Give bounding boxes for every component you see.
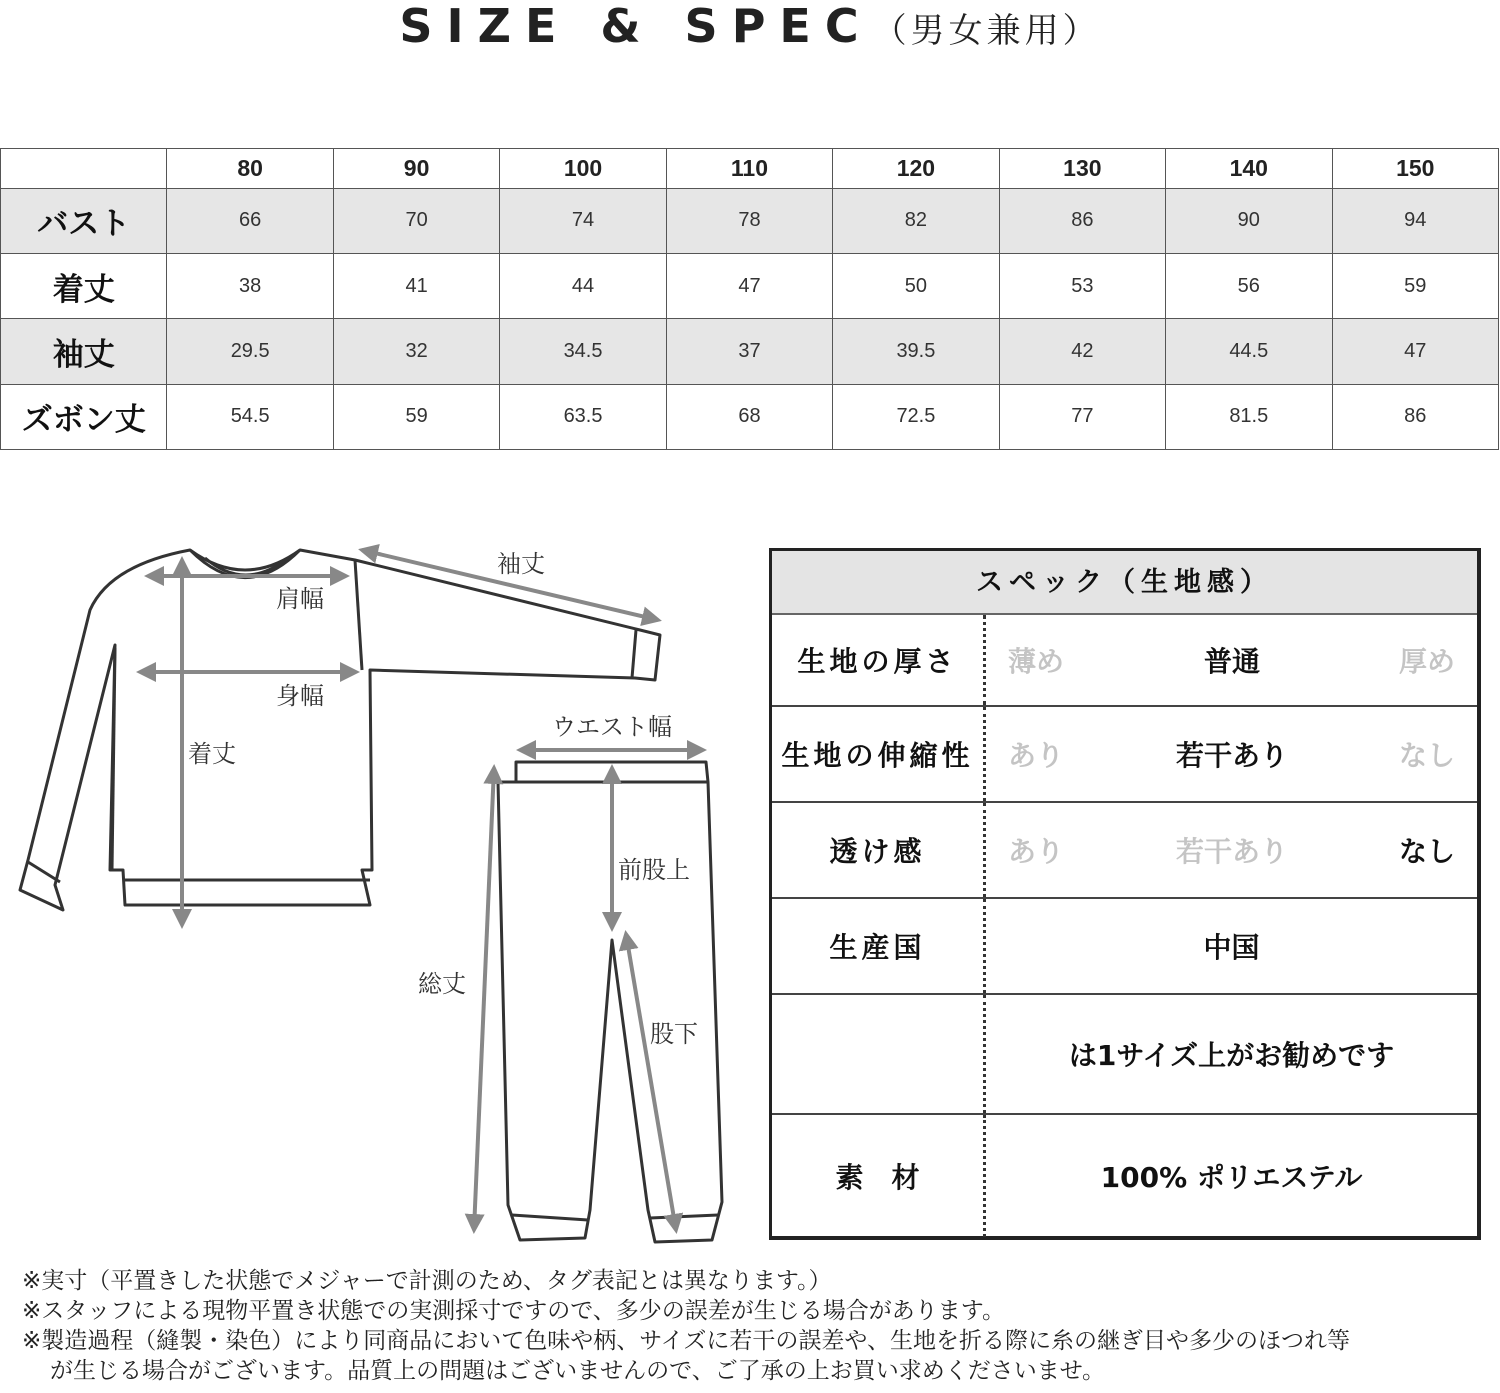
spec-row-material	[772, 1115, 1477, 1237]
table-cell: 82	[833, 188, 999, 253]
row-label-pants: ズボン丈	[1, 384, 167, 449]
table-cell: 29.5	[167, 319, 333, 384]
size-header-row	[1, 149, 1499, 189]
table-row	[1, 384, 1499, 449]
option-slight-selected: 若干あり	[1175, 739, 1288, 772]
label-waist: ウエスト幅	[552, 713, 672, 741]
spec-label-empty	[772, 995, 986, 1113]
note-line: が生じる場合がございます。品質上の問題はございませんので、ご了承の上お買い求めくださいませ。	[50, 1358, 1106, 1384]
table-cell: 59	[1332, 254, 1499, 319]
table-cell: 70	[333, 188, 499, 253]
size-header-cell: 130	[999, 149, 1165, 189]
label-total-length: 総丈	[418, 970, 466, 998]
table-cell: 56	[1166, 254, 1332, 319]
spec-table	[769, 548, 1481, 1240]
option-yes: あり	[1008, 739, 1065, 772]
table-row	[1, 254, 1499, 319]
size-header-cell: 100	[500, 149, 666, 189]
table-cell: 59	[333, 384, 499, 449]
table-cell: 34.5	[500, 319, 666, 384]
option-no-selected: なし	[1398, 835, 1455, 868]
note-line: ※実寸（平置きした状態でメジャーで計測のため、タグ表記とは異なります。）	[22, 1268, 832, 1294]
size-header-cell: 90	[333, 149, 499, 189]
size-header-cell: 80	[167, 149, 333, 189]
spec-row-recommend	[772, 995, 1477, 1115]
table-cell: 72.5	[833, 384, 999, 449]
table-cell: 78	[666, 188, 832, 253]
spec-label: 生地の伸縮性	[772, 707, 986, 801]
table-cell: 37	[666, 319, 832, 384]
table-cell: 90	[1166, 188, 1332, 253]
label-body-width: 身幅	[276, 682, 324, 710]
table-cell: 42	[999, 319, 1165, 384]
table-cell: 68	[666, 384, 832, 449]
table-cell: 44.5	[1166, 319, 1332, 384]
spec-label: 生地の厚さ	[772, 615, 986, 705]
label-front-rise: 前股上	[618, 856, 690, 884]
spec-row-origin	[772, 899, 1477, 995]
recommend-value: は1サイズ上がお勧めです	[1068, 1039, 1395, 1072]
spec-label: 素 材	[772, 1115, 986, 1237]
notes	[22, 1266, 1492, 1386]
table-cell: 86	[1332, 384, 1499, 449]
title-sub: （男女兼用）	[872, 11, 1101, 51]
spec-label: 透け感	[772, 803, 986, 897]
table-cell: 63.5	[500, 384, 666, 449]
table-cell: 86	[999, 188, 1165, 253]
spec-row-thickness	[772, 615, 1477, 707]
note-line: ※製造過程（縫製・染色）により同商品において色味や柄、サイズに若干の誤差や、生地を折る際に糸の継ぎ目や多少のほつれ等	[22, 1328, 1350, 1354]
spec-row-sheer	[772, 803, 1477, 899]
size-header-cell: 110	[666, 149, 832, 189]
size-header-cell: 120	[833, 149, 999, 189]
table-cell: 32	[333, 319, 499, 384]
table-cell: 39.5	[833, 319, 999, 384]
material-value: 100% ポリエステル	[1100, 1161, 1363, 1194]
row-label-bust: バスト	[1, 188, 167, 253]
table-cell: 47	[1332, 319, 1499, 384]
size-header-cell: 140	[1166, 149, 1332, 189]
table-cell: 74	[500, 188, 666, 253]
table-cell: 47	[666, 254, 832, 319]
table-cell: 94	[1332, 188, 1499, 253]
table-cell: 41	[333, 254, 499, 319]
row-label-length: 着丈	[1, 254, 167, 319]
note-line: ※スタッフによる現物平置き状態での実測採寸ですので、多少の誤差が生じる場合があります。	[22, 1298, 1005, 1324]
table-cell: 53	[999, 254, 1165, 319]
spec-label: 生産国	[772, 899, 986, 993]
label-length: 着丈	[188, 740, 236, 768]
size-table	[0, 148, 1499, 450]
option-normal-selected: 普通	[1203, 645, 1260, 678]
size-header-cell: 150	[1332, 149, 1499, 189]
garment-outline	[0, 530, 760, 1250]
option-thick: 厚め	[1398, 645, 1455, 678]
page-title	[0, 0, 1500, 52]
table-cell: 44	[500, 254, 666, 319]
option-no: なし	[1398, 739, 1455, 772]
label-shoulder: 肩幅	[276, 585, 324, 613]
option-slight: 若干あり	[1175, 835, 1288, 868]
row-label-sleeve: 袖丈	[1, 319, 167, 384]
label-inseam: 股下	[650, 1020, 698, 1048]
label-sleeve: 袖丈	[497, 550, 545, 578]
table-cell: 66	[167, 188, 333, 253]
spec-title: スペック（生地感）	[772, 551, 1477, 615]
table-row	[1, 319, 1499, 384]
garment-illustration	[0, 530, 760, 1250]
size-corner-cell	[1, 149, 167, 189]
option-yes: あり	[1008, 835, 1065, 868]
table-cell: 50	[833, 254, 999, 319]
table-cell: 54.5	[167, 384, 333, 449]
table-cell: 38	[167, 254, 333, 319]
table-row	[1, 188, 1499, 253]
spec-row-stretch	[772, 707, 1477, 803]
table-cell: 81.5	[1166, 384, 1332, 449]
option-thin: 薄め	[1008, 645, 1065, 678]
origin-value: 中国	[1203, 931, 1260, 964]
title-main: SIZE & SPEC	[399, 0, 873, 53]
table-cell: 77	[999, 384, 1165, 449]
